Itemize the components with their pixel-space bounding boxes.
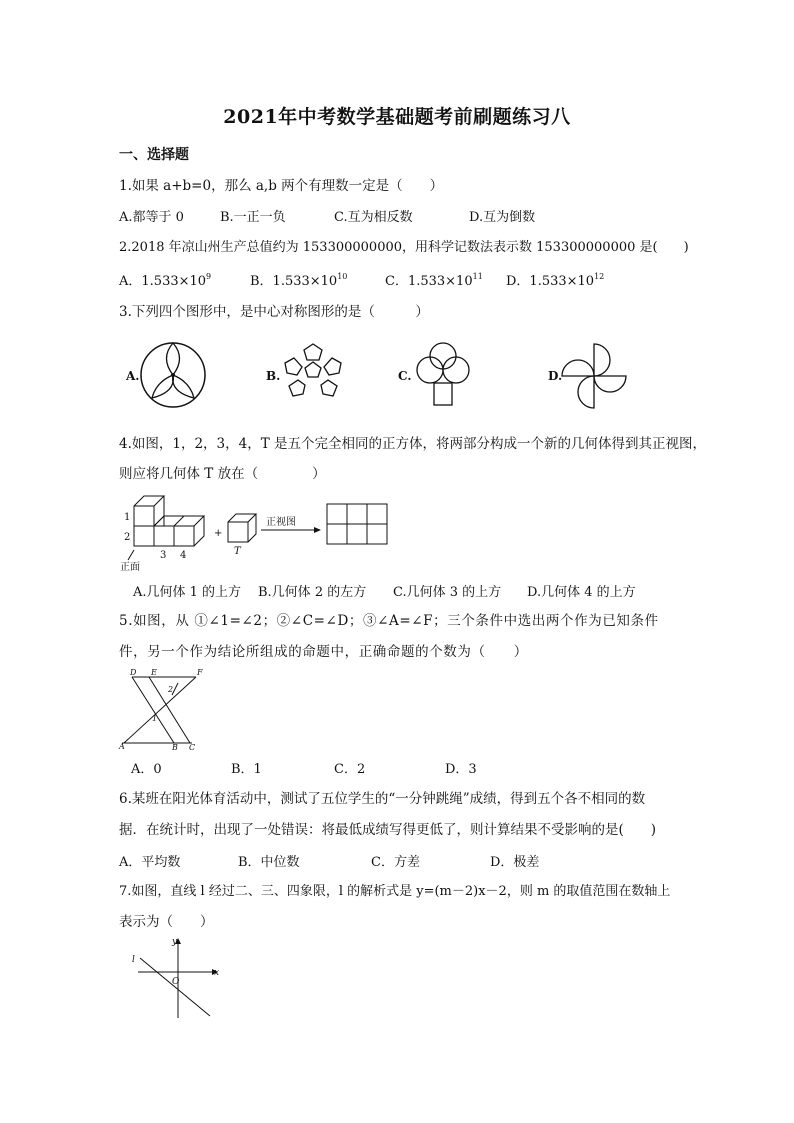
question-1-option-c[interactable]: C.互为相反数 (334, 210, 413, 225)
question-6-stem-line2: 据．在统计时，出现了一处错误：将最低成绩写得更低了，则计算结果不受影响的是( ) (119, 822, 657, 838)
question-4-stem-line2: 则应将几何体 T 放在（ ） (119, 466, 326, 482)
figure-d-label: D. (548, 369, 563, 383)
figure-b-label: B. (266, 369, 281, 383)
figure-c-label: C. (398, 369, 412, 383)
question-6-option-a[interactable]: A．平均数 (119, 855, 181, 870)
origin-label: O (172, 977, 180, 987)
question-1-option-a[interactable]: A.都等于 0 (119, 210, 184, 225)
front-label: 正面 (120, 562, 140, 573)
question-1-stem: 1.如果 a+b=0，那么 a,b 两个有理数一定是（ ） (119, 178, 444, 194)
plus-sign: + (214, 528, 223, 539)
point-b: B (172, 743, 178, 752)
front-view-label: 正视图 (266, 517, 296, 528)
question-2-option-b[interactable]: B．$1.533\times 10^{10}$ (250, 272, 348, 289)
question-4-option-a[interactable]: A.几何体 1 的上方 (133, 585, 242, 600)
question-6-option-d[interactable]: D．极差 (490, 855, 540, 870)
point-c: C (189, 743, 196, 752)
question-5-option-d[interactable]: D．3 (445, 762, 477, 777)
question-5-stem-line1: 5.如图，从 ①∠1=∠2；②∠C=∠D；③∠A=∠F；三个条件中选出两个作为已知条件 (119, 613, 659, 629)
point-e: E (151, 668, 157, 677)
figure-a-label: A. (126, 369, 140, 383)
question-5-figure (118, 667, 208, 751)
question-6-stem-line1: 6.某班在阳光体育活动中，测试了五位学生的“一分钟跳绳”成绩，得到五个各不相同的数 (119, 791, 646, 807)
cube-label-t: T (234, 546, 241, 557)
question-5-option-c[interactable]: C．2 (334, 762, 366, 777)
question-5-stem-line2: 件，另一个作为结论所组成的命题中，正确命题的个数为（ ） (119, 644, 528, 660)
question-4-stem-line1: 4.如图，1，2，3，4，T 是五个完全相同的正方体，将两部分构成一个新的几何体得到其正视图， (119, 436, 707, 452)
angle-2: 2 (168, 685, 174, 694)
page-title: 2021年中考数学基础题考前刷题练习八 (223, 106, 571, 128)
cube-label-1: 1 (124, 512, 131, 523)
question-5-option-b[interactable]: B．1 (231, 762, 262, 777)
angle-1: 1 (152, 714, 158, 723)
question-6-option-c[interactable]: C．方差 (371, 855, 420, 870)
point-a: A (119, 742, 125, 751)
cube-label-2: 2 (124, 532, 131, 543)
question-1-option-d[interactable]: D.互为倒数 (469, 210, 536, 225)
question-2-option-c[interactable]: C．$1.533\times 10^{11}$ (385, 272, 483, 289)
question-2-stem: 2.2018 年凉山州生产总值约为 153300000000，用科学记数法表示数 153300000000 是( ) (119, 240, 689, 255)
question-4-option-c[interactable]: C.几何体 3 的上方 (393, 585, 502, 600)
point-f: F (197, 668, 203, 677)
question-4-option-b[interactable]: B.几何体 2 的左方 (258, 585, 367, 600)
figure-c-circles[interactable] (410, 340, 480, 410)
question-4-figure (118, 492, 398, 574)
question-2-option-d[interactable]: D．$1.533\times 10^{12}$ (506, 272, 605, 289)
question-4-option-d[interactable]: D.几何体 4 的上方 (527, 585, 636, 600)
question-7-stem-line1: 7.如图，直线 l 经过二、三、四象限，l 的解析式是 y=(m－2)x－2，则 m 的取值范围在数轴上 (119, 884, 671, 899)
question-1-option-b[interactable]: B.一正一负 (220, 210, 286, 225)
figure-a-circle[interactable] (138, 340, 208, 410)
question-2-option-a[interactable]: A．$1.533\times 10^9$ (119, 272, 212, 289)
question-3-stem: 3.下列四个图形中，是中心对称图形的是（ ） (119, 304, 429, 320)
line-l-label: l (132, 955, 135, 965)
question-7-graph (130, 934, 225, 1022)
question-7-stem-line2: 表示为（ ） (119, 914, 214, 930)
figure-b-pentagons[interactable] (277, 340, 349, 410)
figure-d-pinwheel[interactable] (560, 342, 630, 410)
cube-label-4: 4 (180, 550, 187, 561)
axis-y-label: y (172, 937, 178, 947)
section-heading: 一、选择题 (119, 147, 189, 163)
question-5-option-a[interactable]: A．0 (131, 762, 162, 777)
axis-x-label: x (214, 968, 220, 978)
cube-label-3: 3 (160, 550, 167, 561)
point-d: D (130, 668, 137, 677)
question-6-option-b[interactable]: B．中位数 (238, 855, 300, 870)
